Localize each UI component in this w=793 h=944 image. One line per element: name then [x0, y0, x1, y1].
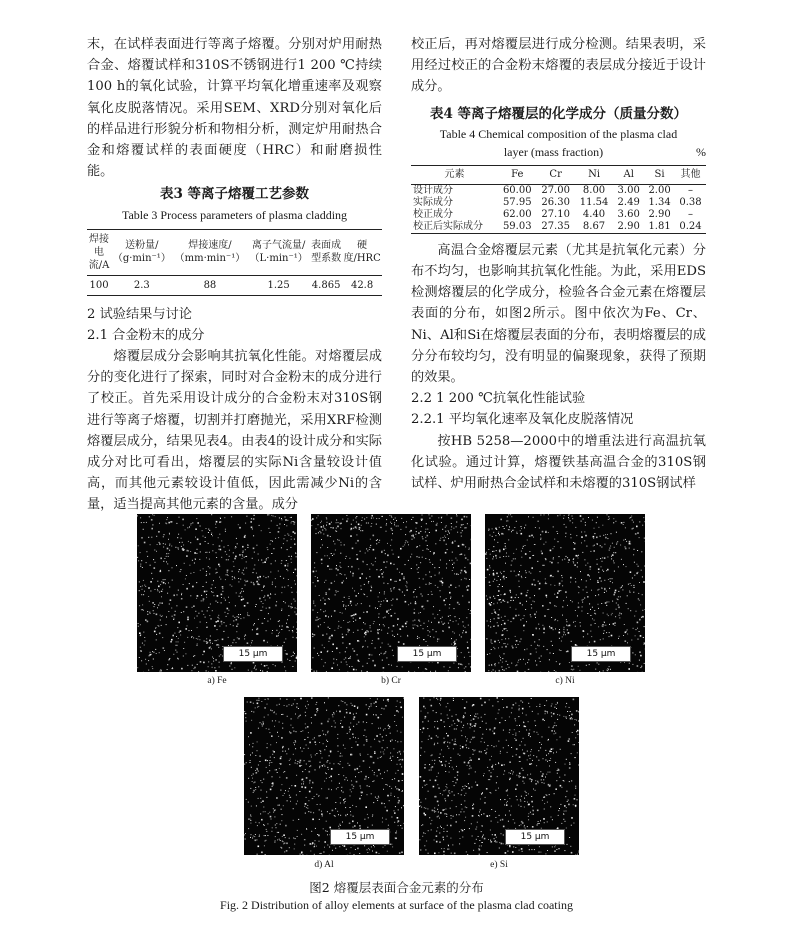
panel-label: b) Cr: [381, 676, 401, 686]
table-cell: 57.95: [502, 196, 532, 208]
paragraph: 熔覆层成分会影响其抗氧化性能。对熔覆层成分的变化进行了探索，同时对合金粉末的成分进行了校正。首先采用设计成分的合金粉末对310S钢进行等离子熔覆，切割并打磨抛光，采用XRF检测熔覆层成分，结果见表4。由表4的设计成分和实际成分对比可看出，熔覆层的实际Ni含量较设计值高，而其他元素较设计值低，因此需减少Ni的含量，适当提高其他元素的含量。成分: [87, 349, 382, 513]
table3: [87, 229, 382, 296]
section-heading: 2.2 1 200 ℃抗氧化性能试验: [411, 391, 586, 407]
eds-map-ni: [485, 514, 645, 672]
scale-bar: 15 μm: [223, 646, 283, 662]
eds-map-al: [244, 697, 404, 855]
table4: [411, 165, 706, 234]
paragraph: 高温合金熔覆层元素（尤其是抗氧化元素）分布不均匀，也影响其抗氧化性能。为此，采用EDS检测熔覆层的化学成分，检验各合金元素在熔覆层表面的分布，如图2所示。图中依次为Fe、Cr、Ni、Al和Si在熔覆层表面的分布，表明熔覆层的成分分布较均匀，没有明显的偏聚现象，获得了预期的效果。: [411, 242, 706, 386]
subsection-heading: 2.2.1 平均氧化速率及氧化皮脱落情况: [411, 412, 634, 428]
figure-caption-en: Fig. 2 Distribution of alloy elements at surface of the plasma clad coating: [220, 898, 573, 912]
left-column: [87, 34, 382, 516]
table-cell: 4.865: [310, 275, 342, 295]
table-cell: 59.03: [498, 221, 536, 234]
table-header: Cr: [536, 165, 574, 184]
table-cell: 1.81: [644, 221, 675, 234]
scale-bar: 15 μm: [330, 829, 390, 845]
table-cell: 8.67: [575, 221, 613, 234]
table-cell: 2.90: [613, 221, 644, 234]
table-row: [411, 184, 706, 197]
table-header: 硬度/HRC: [342, 229, 382, 275]
table-cell: 实际成分: [413, 196, 453, 208]
scale-bar: 15 μm: [505, 829, 565, 845]
table-row: [87, 275, 382, 295]
eds-map-cr: [311, 514, 471, 672]
table-cell: 1.25: [247, 275, 310, 295]
panel-label: e) Si: [490, 860, 508, 870]
table-cell: 校正成分: [413, 208, 453, 220]
table-cell: 2.00: [648, 184, 671, 196]
table-cell: –: [688, 208, 693, 220]
table-cell: 4.40: [582, 208, 606, 220]
table-cell: –: [688, 184, 693, 196]
table4-title: 表4 等离子熔覆层的化学成分（质量分数）: [429, 105, 688, 122]
table-cell: 0.38: [679, 196, 702, 208]
table-cell: 100: [87, 275, 111, 295]
table-cell: 11.54: [579, 196, 609, 208]
table3-title-en: Table 3 Process parameters of plasma cladding: [121, 207, 348, 222]
panel-label: a) Fe: [207, 676, 227, 686]
table-header: Si: [644, 165, 675, 184]
table-cell: 42.8: [342, 275, 382, 295]
table-cell: 2.3: [111, 275, 173, 295]
table-row: [411, 197, 706, 209]
panel-label: d) Al: [314, 860, 334, 870]
table-header: 送粉量/（g·min⁻¹）: [111, 229, 173, 275]
table4-title-en-2: [411, 143, 706, 161]
eds-map-si: [419, 697, 579, 855]
table-header: Fe: [498, 165, 536, 184]
table4-unit: %: [696, 144, 706, 159]
table-cell: 2.49: [617, 196, 640, 208]
eds-map-fe: [137, 514, 297, 672]
right-column: [411, 34, 706, 494]
table-cell: 62.00: [502, 208, 532, 220]
table-header: Ni: [575, 165, 613, 184]
paragraph: 末，在试样表面进行等离子熔覆。分别对炉用耐热合金、熔覆试样和310S不锈钢进行1 200 ℃持续100 h的氧化试验，计算平均氧化增重速率及观察氧化皮脱落情况。采用SEM、XRD分别对氧化后的样品进行形貌分析和物相分析，测定炉用耐热合金和熔覆试样的表面硬度（HRC）和耐磨损性能。: [87, 37, 382, 180]
table-row: [411, 209, 706, 221]
table-cell: 27.00: [541, 184, 570, 196]
scale-bar: 15 μm: [571, 646, 631, 662]
table-header: 元素: [411, 165, 498, 184]
table-header: 焊接电流/A: [87, 229, 111, 275]
table-cell: 2.90: [648, 208, 671, 220]
table-cell: 60.00: [502, 184, 532, 196]
table-header: 表面成型系数: [310, 229, 342, 275]
table3-title: 表3 等离子熔覆工艺参数: [159, 186, 310, 203]
paragraph: 按HB 5258—2000中的增重法进行高温抗氧化试验。通过计算，熔覆铁基高温合金的310S钢试样、炉用耐热合金试样和未熔覆的310S钢试样: [411, 433, 706, 492]
table-header: Al: [613, 165, 644, 184]
table-cell: 3.00: [617, 184, 640, 196]
section-heading: 2 试验结果与讨论: [87, 306, 192, 322]
table-cell: 设计成分: [413, 184, 453, 196]
table-cell: 27.10: [541, 208, 570, 220]
table-header: 离子气流量/（L·min⁻¹）: [247, 229, 310, 275]
table-cell: 3.60: [617, 208, 640, 220]
table-cell: 27.35: [536, 221, 574, 234]
table-cell: 88: [173, 275, 248, 295]
panel-label: c) Ni: [555, 676, 575, 686]
table-header: 焊接速度/（mm·min⁻¹）: [173, 229, 248, 275]
table-cell: 8.00: [582, 184, 606, 196]
table-cell: 1.34: [648, 196, 671, 208]
scale-bar: 15 μm: [397, 646, 457, 662]
table-cell: 校正后实际成分: [411, 221, 498, 234]
table-cell: 26.30: [541, 196, 570, 208]
subsection-heading: 2.1 合金粉末的成分: [87, 327, 205, 343]
table-header: 其他: [675, 165, 706, 184]
table-row: [411, 221, 706, 234]
paragraph: 校正后，再对熔覆层进行成分检测。结果表明，采用经过校正的合金粉末熔覆的表层成分接近于设计成分。: [411, 37, 706, 95]
table4-title-en-line2: layer (mass fraction): [503, 144, 604, 159]
table4-title-en: Table 4 Chemical composition of the plasma clad: [439, 126, 678, 141]
table-cell: 0.24: [675, 221, 706, 234]
figure-caption-cn: 图2 熔覆层表面合金元素的分布: [309, 880, 484, 895]
